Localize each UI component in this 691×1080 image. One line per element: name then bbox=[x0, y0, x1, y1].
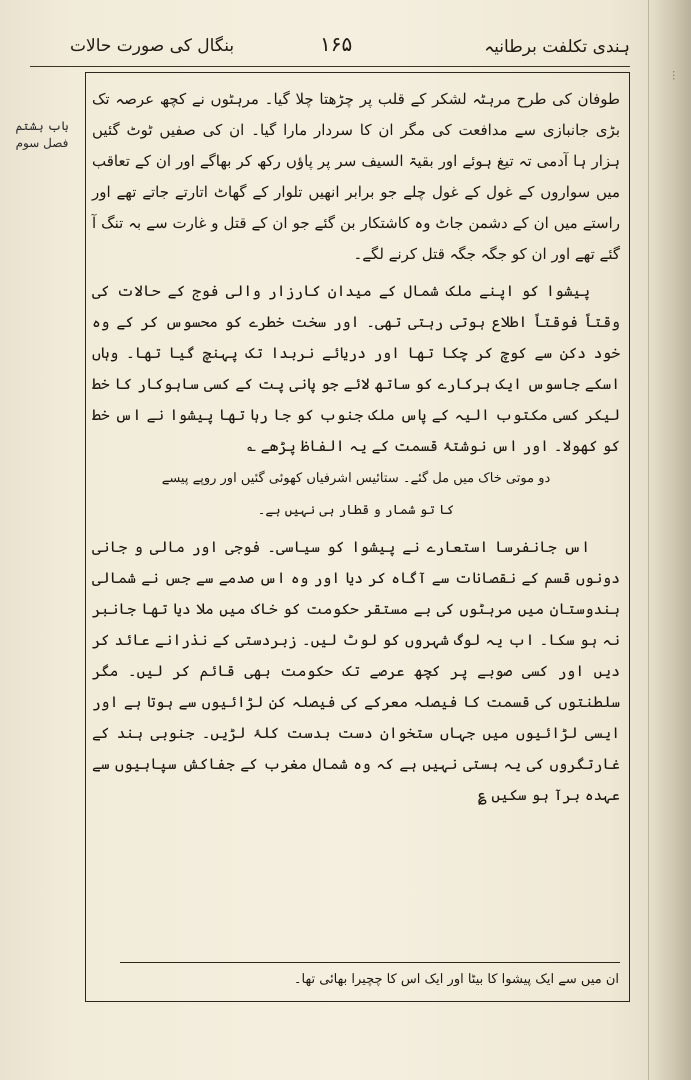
margin-note: باب ہشتم فصل سوم bbox=[15, 119, 69, 150]
paragraph-1: طوفان کی طرح مرہٹہ لشکر کے قلب پر چڑھتا چلا گیا۔ مرہٹوں نے کچھ عرصہ تک بڑی جانبازی سے مدافعت کی مگر ان کا سردار مارا گیا۔ ان کی صفیں ٹوٹ گئیں ہزار ہا آدمی تہ تیغ ہوئے اور بقیۃ السیف سر پر پاؤں رکھ کر بھاگے اور ان کے تعاقب میں سواروں کے غول کے غول چلے جو برابر انھیں تلوار کے گھاٹ اتارتے جاتے تھے اور راستے میں ان کے دشمن جاٹ وہ کاشتکار بن گئے جو ان کے قتل و غارت سے بہ تنگ آ گئے تھے اور ان کو جگہ جگہ قتل کرنے لگے۔ bbox=[92, 90, 620, 263]
page-gutter-fold bbox=[648, 0, 691, 1080]
page-number: ۱۶۵ bbox=[320, 32, 353, 56]
footnote-divider bbox=[120, 962, 620, 963]
quote-line-2: کا تو شمار و قطار ہی نہیں ہے۔ bbox=[257, 503, 455, 518]
footnote: ان میں سے ایک پیشوا کا بیٹا اور ایک اس کا چچیرا بھائی تھا۔ bbox=[293, 972, 619, 987]
running-head-book-title: ہندی تکلفت برطانیہ bbox=[484, 37, 630, 57]
adjacent-page-text: ... bbox=[670, 70, 683, 81]
body-text bbox=[92, 84, 620, 817]
quote-line-1: دو موتی خاک میں مل گئے۔ ستائیس اشرفیاں کھوئی گئیں اور روپے پیسے bbox=[161, 471, 551, 486]
page-header bbox=[30, 30, 630, 67]
paragraph-3: اس جانفرسا استعارے نے پیشوا کو سیاسی۔ فوجی اور مالی و جانی دونوں قسم کے نقصانات سے آگاہ کر دیا اور وہ اس صدمے سے جس نے شمالی ہندوستان میں مرہٹوں کی بے مستقر حکومت کو خاک میں ملا دیا تھا جانبر نہ ہو سکا۔ اب یہ لوگ شہروں کو لوٹ لیں۔ زبردستی کے نذرانے عائد کر دیں اور کسی صوبے پر کچھ عرصے تک حکومت بھی قائم کر لیں۔ مگر سلطنتوں کی قسمت کا فیصلہ معرکے کی فیصلہ کن لڑائیوں سے ہوتا ہے اور ایسی لڑائیوں میں جہاں ستخوانِ دست بدست کلۂ لڑیں۔ جنوبی ہند کے غارتگروں کی یہ ہستی نہیں ہے کہ وہ شمال مغرب کے جفاکش سپاہیوں سے عہدہ برآ ہو سکیں ؏ bbox=[92, 538, 620, 804]
running-head-chapter-title: بنگال کی صورت حالات bbox=[70, 36, 235, 56]
paragraph-2: پیشوا کو اپنے ملک شمال کے میدان کارزار والی فوج کے حالات کی وقتاً فوقتاً اطلاع ہوتی رہتی تھی۔ اور سخت خطرے کو محسوس کر کے وہ خود دکن سے کوچ کر چکا تھا اور دریائے نربدا تک پہنچ گیا تھا۔ وہاں اسکے جاسوس ایک ہرکارے کو ساتھ لائے جو پانی پت کے کسی ساہوکار کا خط لیکر کسی مکتوب الیہ کے پاس ملک جنوب کو جا رہا تھا پیشوا نے اس خط کو کھولا۔ اور اس نوشتۂ قسمت کے یہ الفاظ پڑھے ؎ bbox=[92, 282, 620, 455]
